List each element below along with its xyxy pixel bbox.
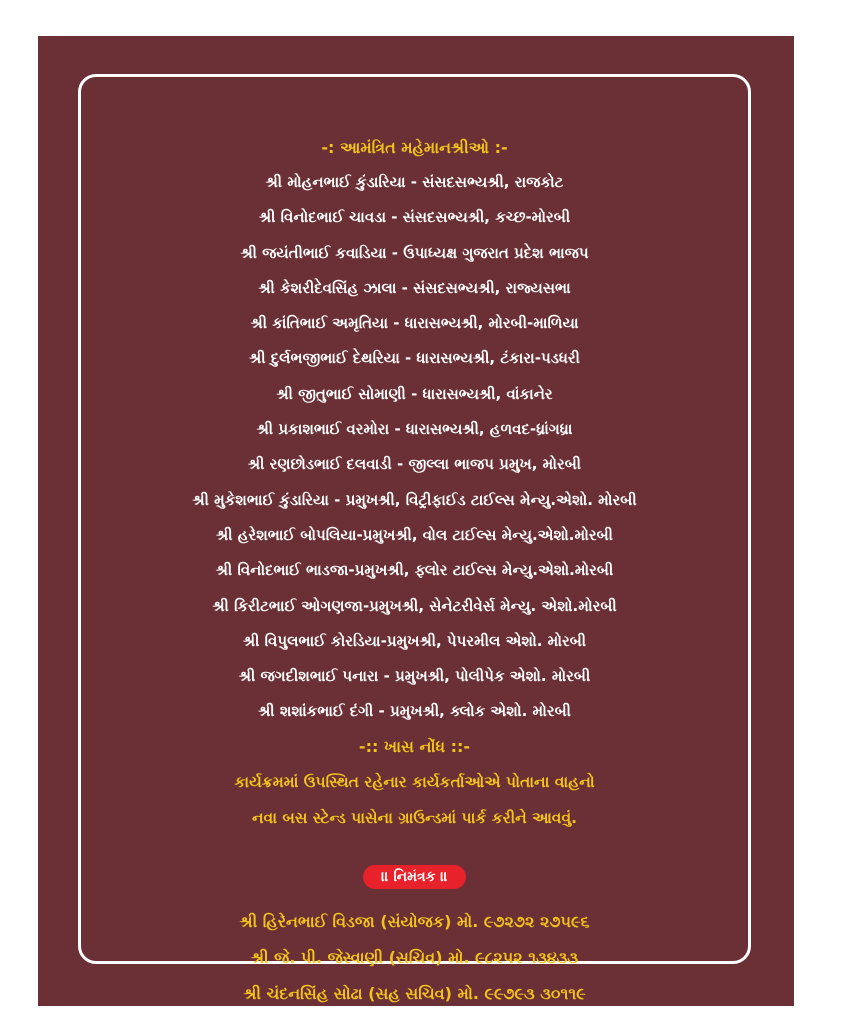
- guest-item: શ્રી કેશરીદેવસિંહ ઝાલા - સંસદસભ્યશ્રી, રાજ્યસભા: [258, 278, 571, 297]
- organizer-list: [81, 904, 748, 1012]
- special-note-line: નવા બસ સ્ટેન્ડ પાસેના ગ્રાઉન્ડમાં પાર્ક કરીને આવવું.: [251, 808, 577, 827]
- guest-item: શ્રી રણછોડભાઈ દલવાડી - જીલ્લા ભાજપ પ્રમુખ, મોરબી: [247, 455, 582, 474]
- organizer-item: શ્રી ચંદનસિંહ સોઢા (સહ સચિવ) મો. ૯૯૭૯૩ ૩૦૧૧૯: [243, 983, 586, 1003]
- guest-item: શ્રી કાંતિભાઈ અમૃતિયા - ધારાસભ્યશ્રી, મોરબી-માળિયા: [250, 314, 579, 333]
- guest-item: શ્રી કિરીટભાઈ ઓગણજા-પ્રમુખશ્રી, સેનેટરીવેર્સ મેન્યુ. એશો.મોરબી: [212, 596, 617, 615]
- invited-guests-heading: -: આમંત્રિત મહેમાનશ્રીઓ :-: [321, 138, 508, 157]
- card-content: [81, 131, 748, 1012]
- guest-item: શ્રી વિનોદભાઈ ભાડજા-પ્રમુખશ્રી, ફ્લોર ટાઈલ્સ મેન્યુ.એશો.મોરબી: [215, 561, 614, 580]
- guest-item: શ્રી જીતુભાઈ સોમાણી - ધારાસભ્યશ્રી, વાંકાનેર: [276, 384, 553, 403]
- guest-item: શ્રી જગદીશભાઈ પનારા - પ્રમુખશ્રી, પોલીપેક એશો. મોરબી: [238, 667, 591, 686]
- special-note-heading: -:: ખાસ નોંધ ::-: [358, 736, 471, 756]
- guest-item: શ્રી મોહનભાઈ કુંડારિયા - સંસદસભ્યશ્રી, રાજકોટ: [265, 173, 564, 191]
- organizer-badge-row: [81, 850, 748, 904]
- guest-item: શ્રી હરેશભાઈ બોપલિયા-પ્રમુખશ્રી, વોલ ટાઈલ્સ મેન્યુ.એશો.મોરબી: [216, 525, 613, 544]
- white-border-frame: [78, 74, 751, 1003]
- organizer-item: શ્રી હિરેનભાઈ વિડજા (સંયોજક) મો. ૯૭૨૭૨ ૨૭૫૯૬: [239, 911, 590, 931]
- organizer-badge: ॥ નિમંત્રક ॥: [363, 865, 466, 889]
- invitation-card: [38, 36, 794, 1006]
- guest-item: શ્રી દુર્લભજીભાઈ દેથરિયા - ધારાસભ્યશ્રી, ટંકારા-પડધરી: [249, 349, 580, 368]
- special-note-line: કાર્યક્રમમાં ઉપસ્થિત રહેનાર કાર્યકર્તાઓએ પોતાના વાહનો: [234, 772, 595, 791]
- guest-item: શ્રી શશાંકભાઈ દંગી - પ્રમુખશ્રી, ક્લોક એશો. મોરબી: [258, 702, 571, 721]
- guest-item: શ્રી વિપુલભાઈ કોરડિયા-પ્રમુખશ્રી, પેપરમીલ એશો. મોરબી: [242, 631, 587, 650]
- guest-item: શ્રી વિનોદભાઈ ચાવડા - સંસદસભ્યશ્રી, કચ્છ-મોરબી: [258, 208, 571, 227]
- guest-list: [81, 165, 748, 730]
- guest-item: શ્રી જયંતીભાઈ કવાડિયા - ઉપાધ્યક્ષ ગુજરાત પ્રદેશ ભાજપ: [240, 243, 589, 262]
- guest-item: શ્રી મુકેશભાઈ કુંડારિયા - પ્રમુખશ્રી, વિટ્રીફાઈડ ટાઈલ્સ મેન્યુ.એશો. મોરબી: [192, 490, 637, 509]
- guest-item: શ્રી પ્રકાશભાઈ વરમોરા - ધારાસભ્યશ્રી, હળવદ-ધ્રાંગધ્રા: [256, 420, 573, 439]
- organizer-item: શ્રી જે. પી. જેસ્વાણી (સચિવ) મો. ૯૮૨૫૨ ૧૩૪૩૩: [251, 947, 578, 967]
